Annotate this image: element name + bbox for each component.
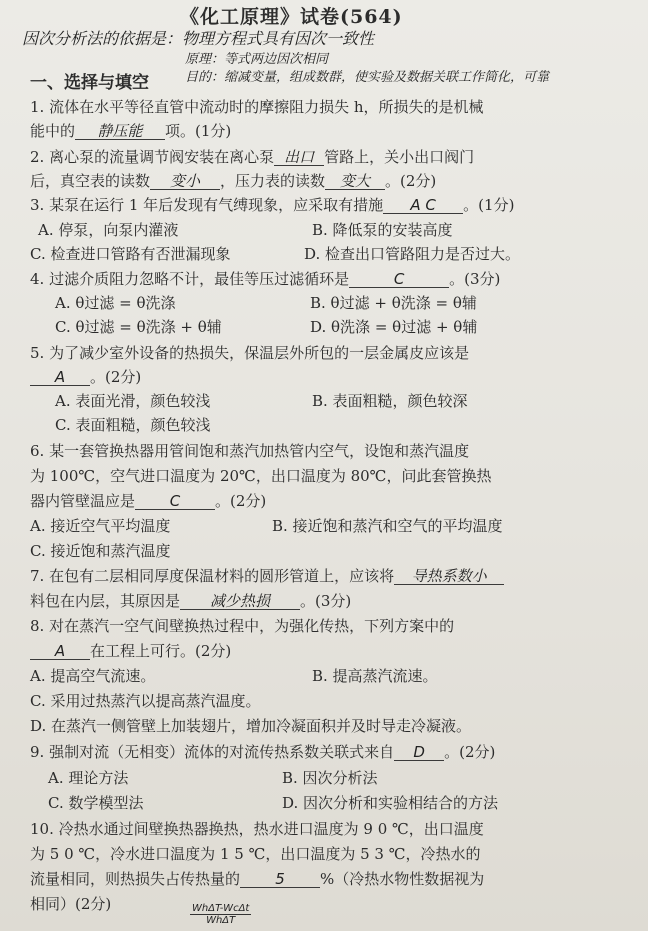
q7-answer-2[interactable]: 减少热损 bbox=[180, 593, 300, 610]
section-heading: 一、选择与填空 bbox=[30, 73, 149, 93]
q9-option-b[interactable]: B. 因次分析法 bbox=[282, 769, 378, 787]
q4-text-b: 。(3分) bbox=[449, 270, 501, 288]
q10-text-c: 流量相同，则热损失占传热量的 bbox=[30, 870, 241, 888]
q6-text-c: 器内管壁温应是 bbox=[30, 492, 136, 510]
q8-option-a[interactable]: A. 提高空气流速。 bbox=[30, 667, 156, 685]
q2-answer-1[interactable]: 出口 bbox=[274, 149, 324, 166]
q6-text-b: 为 100℃，空气进口温度为 20℃，出口温度为 80℃，问此套管换热 bbox=[30, 467, 492, 485]
q3-text-a: 3. 某泵在运行 1 年后发现有气缚现象，应采取有措施 bbox=[30, 196, 384, 214]
q9-option-c[interactable]: C. 数学模型法 bbox=[48, 794, 144, 812]
q5-text-a: 5. 为了减少室外设备的热损失，保温层外所包的一层金属皮应该是 bbox=[30, 344, 470, 362]
q2-answer-3[interactable]: 变大 bbox=[325, 173, 385, 190]
q10-text-d: %（冷热水物性数据视为 bbox=[320, 870, 485, 888]
q6-line-1 bbox=[30, 440, 469, 461]
q2-line-2 bbox=[30, 170, 436, 191]
q3-option-c[interactable]: C. 检查进口管路有否泄漏现象 bbox=[30, 245, 231, 263]
q9-answer[interactable]: D bbox=[394, 744, 444, 761]
handwritten-note-principle: 原理：等式两边因次相同 bbox=[185, 52, 329, 67]
q10-text-a: 10. 冷热水通过间壁换热器换热，热水进口温度为 9 0 ℃，出口温度 bbox=[30, 820, 484, 838]
q4-option-d[interactable]: D. θ洗涤 = θ过滤 + θ辅 bbox=[310, 318, 478, 336]
q10-line-4 bbox=[30, 893, 111, 914]
q5-text-b: 。(2分) bbox=[90, 368, 142, 386]
q9-option-a[interactable]: A. 理论方法 bbox=[48, 769, 129, 787]
q7-text-c: 。(3分) bbox=[300, 592, 352, 610]
handwritten-note-basis: 因次分析法的依据是：物理方程式具有因次一致性 bbox=[22, 29, 375, 48]
q6-line-2 bbox=[30, 465, 491, 486]
q7-answer-1[interactable]: 导热系数小 bbox=[394, 568, 504, 585]
q3-option-d[interactable]: D. 检查出口管路阻力是否过大。 bbox=[304, 245, 521, 263]
q6-option-b[interactable]: B. 接近饱和蒸汽和空气的平均温度 bbox=[272, 517, 503, 535]
q1-text-a: 1. 流体在水平等径直管中流动时的摩擦阻力损失 h bbox=[30, 98, 364, 116]
q1-answer[interactable]: 静压能 bbox=[75, 123, 165, 140]
handwritten-note-purpose: 目的：缩减变量，组成数群，使实验及数据关联工作简化，可靠 bbox=[185, 70, 550, 85]
q10-line-1 bbox=[30, 818, 484, 839]
q6-option-c[interactable]: C. 接近饱和蒸汽温度 bbox=[30, 542, 171, 560]
q4-option-b[interactable]: B. θ过滤 + θ洗涤 = θ辅 bbox=[310, 294, 477, 312]
exam-title: 《化工原理》试卷(564) bbox=[180, 6, 403, 28]
q2-text-b: 管路上，关小出口阀门 bbox=[324, 148, 475, 166]
q2-line-1 bbox=[30, 146, 474, 167]
q4-option-a[interactable]: A. θ过滤 = θ洗涤 bbox=[55, 294, 176, 312]
q8-line-1 bbox=[30, 615, 454, 636]
q5-answer[interactable]: A bbox=[30, 369, 90, 386]
q5-line-1 bbox=[30, 342, 469, 363]
q10-line-2 bbox=[30, 843, 481, 864]
q4-option-c[interactable]: C. θ过滤 = θ洗涤 + θ辅 bbox=[55, 318, 222, 336]
q3-line-1 bbox=[30, 194, 514, 215]
q5-option-a[interactable]: A. 表面光滑，颜色较浅 bbox=[55, 392, 211, 410]
q5-line-2 bbox=[30, 366, 141, 387]
q2-text-c: 后，真空表的读数 bbox=[30, 172, 151, 190]
q1-line-2 bbox=[30, 120, 231, 141]
q2-text-a: 2. 离心泵的流量调节阀安装在离心泵 bbox=[30, 148, 275, 166]
fraction-numerator: WhΔT-WcΔt bbox=[192, 903, 250, 914]
q10-text-e: 相同）(2分) bbox=[30, 895, 112, 913]
q8-answer[interactable]: A bbox=[30, 643, 90, 660]
q6-line-3 bbox=[30, 490, 266, 511]
fraction-denominator: WhΔT bbox=[206, 915, 236, 926]
q5-option-b[interactable]: B. 表面粗糙，颜色较深 bbox=[312, 392, 468, 410]
q6-text-a: 6. 某一套管换热器用管间饱和蒸汽加热管内空气，设饱和蒸汽温度 bbox=[30, 442, 470, 460]
q7-text-a: 7. 在包有二层相同厚度保温材料的圆形管道上，应该将 bbox=[30, 567, 395, 585]
q5-option-c[interactable]: C. 表面粗糙，颜色较浅 bbox=[55, 416, 211, 434]
q6-option-a[interactable]: A. 接近空气平均温度 bbox=[30, 517, 171, 535]
q2-text-d: ，压力表的读数 bbox=[220, 172, 326, 190]
q1-text-d: 项。(1分) bbox=[165, 122, 232, 140]
q7-line-2 bbox=[30, 590, 351, 611]
q6-text-d: 。(2分) bbox=[215, 492, 267, 510]
q1-line-1 bbox=[30, 96, 484, 117]
q9-line-1 bbox=[30, 741, 495, 762]
q8-option-b[interactable]: B. 提高蒸汽流速。 bbox=[312, 667, 438, 685]
q3-answer[interactable]: A C bbox=[383, 197, 463, 214]
q8-text-b: 在工程上可行。(2分) bbox=[90, 642, 232, 660]
handwritten-fraction bbox=[190, 903, 251, 926]
q8-text-a: 8. 对在蒸汽一空气间壁换热过程中，为强化传热，下列方案中的 bbox=[30, 617, 455, 635]
q3-option-b[interactable]: B. 降低泵的安装高度 bbox=[312, 221, 453, 239]
q10-text-b: 为 5 0 ℃，冷水进口温度为 1 5 ℃，出口温度为 5 3 ℃，冷热水的 bbox=[30, 845, 481, 863]
q8-line-2 bbox=[30, 640, 231, 661]
q3-option-a[interactable]: A. 停泵，向泵内灌液 bbox=[38, 221, 179, 239]
q3-text-b: 。(1分) bbox=[463, 196, 515, 214]
q2-answer-2[interactable]: 变小 bbox=[150, 173, 220, 190]
q1-text-b: ，所损失的是机械 bbox=[363, 98, 484, 116]
q7-line-1 bbox=[30, 565, 504, 586]
q4-text-a: 4. 过滤介质阻力忽略不计，最佳等压过滤循环是 bbox=[30, 270, 350, 288]
q1-text-c: 能中的 bbox=[30, 122, 76, 140]
q6-answer[interactable]: C bbox=[135, 493, 215, 510]
q9-text-a: 9. 强制对流（无相变）流体的对流传热系数关联式来自 bbox=[30, 743, 395, 761]
q8-option-c[interactable]: C. 采用过热蒸汽以提高蒸汽温度。 bbox=[30, 692, 261, 710]
q8-option-d[interactable]: D. 在蒸汽一侧管壁上加装翅片，增加冷凝面积并及时导走冷凝液。 bbox=[30, 717, 472, 735]
q4-line-1 bbox=[30, 268, 500, 289]
q7-text-b: 料包在内层，其原因是 bbox=[30, 592, 181, 610]
q10-line-3 bbox=[30, 868, 484, 889]
q9-text-b: 。(2分) bbox=[444, 743, 496, 761]
q10-answer[interactable]: 5 bbox=[240, 871, 320, 888]
q9-option-d[interactable]: D. 因次分析和实验相结合的方法 bbox=[282, 794, 499, 812]
q4-answer[interactable]: C bbox=[349, 271, 449, 288]
q2-text-e: 。(2分) bbox=[385, 172, 437, 190]
